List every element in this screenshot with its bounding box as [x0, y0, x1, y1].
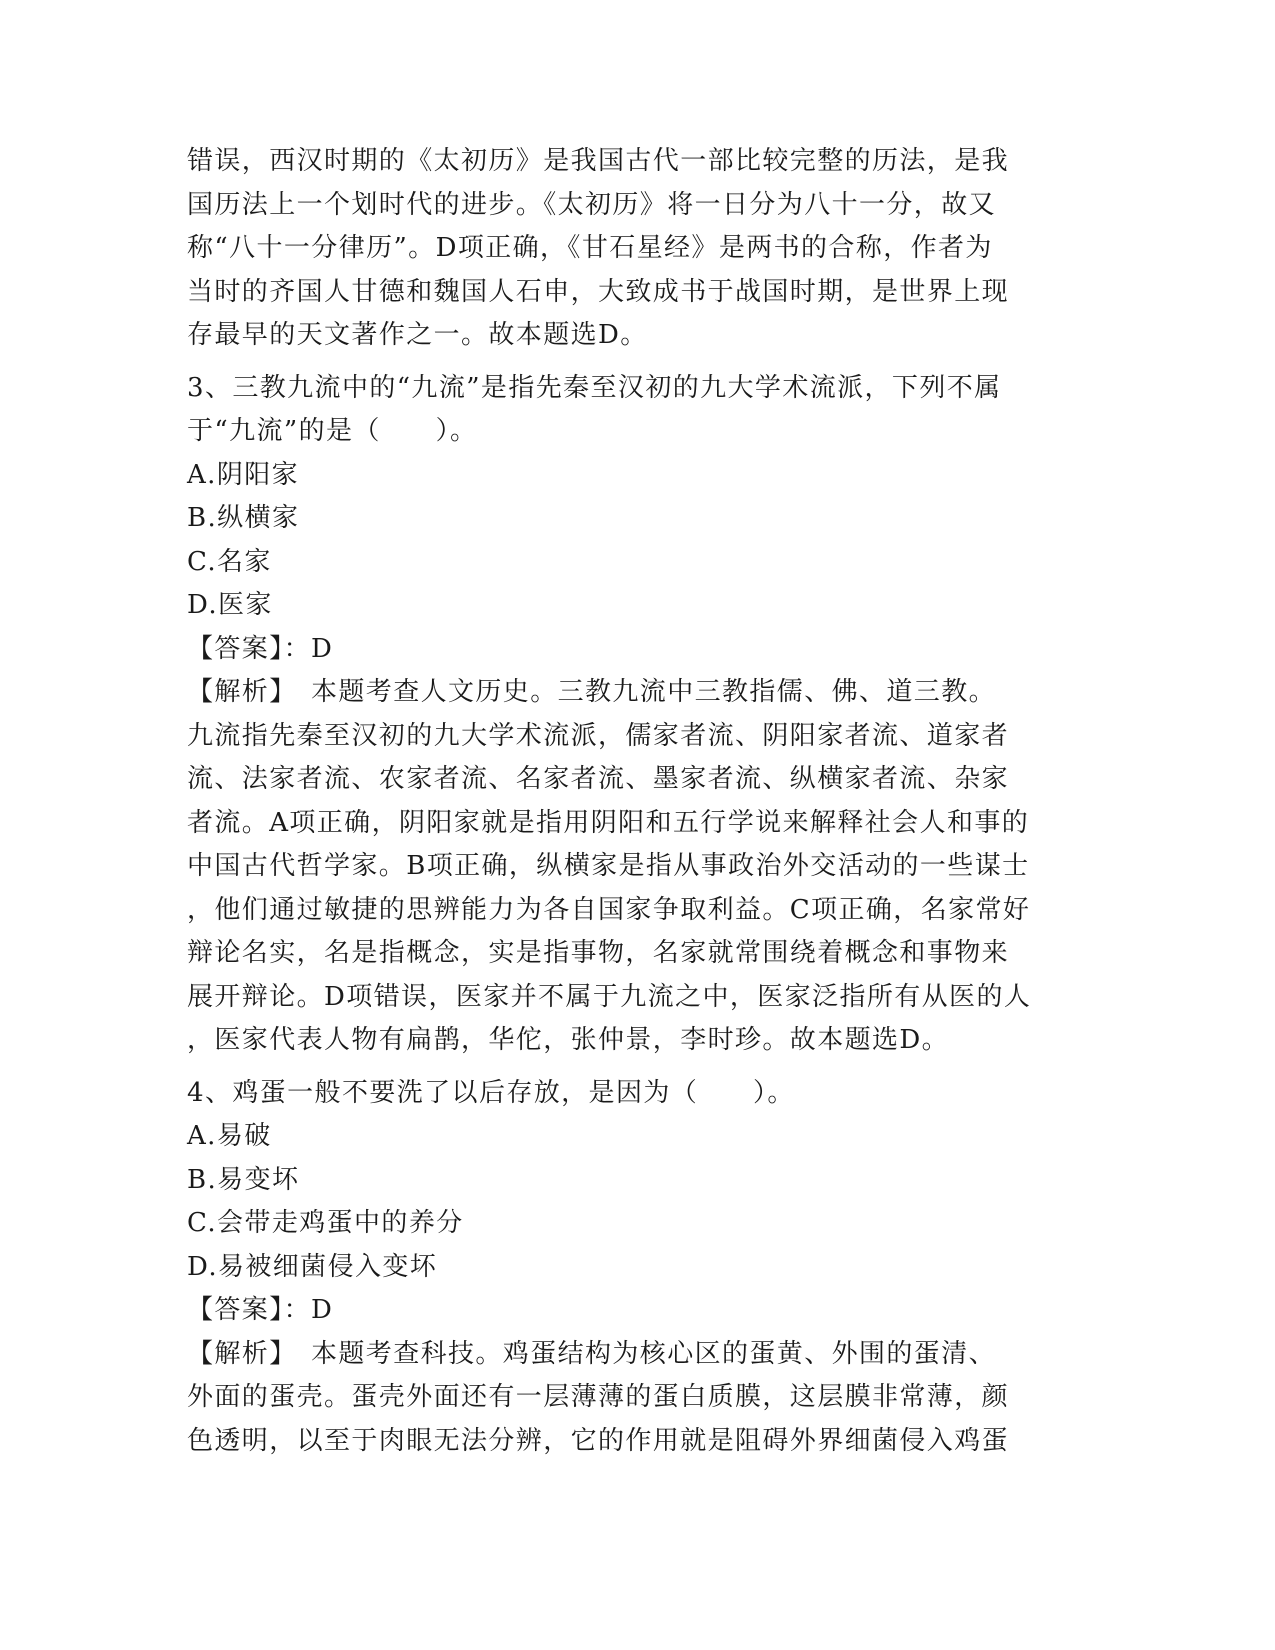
previous-analysis-continuation [187, 140, 1087, 358]
text-line: 存最早的天文著作之一。故本题选D。 [187, 320, 648, 350]
analysis-line: 流、法家者流、农家者流、名家者流、墨家者流、纵横家者流、杂家 [187, 764, 1010, 794]
text-line: 国历法上一个划时代的进步。《太初历》将一日分为八十一分，故又 [187, 189, 997, 220]
analysis-line: 【解析】 本题考查科技。鸡蛋结构为核心区的蛋黄、外围的蛋清、 [187, 1338, 997, 1369]
analysis-line: 辩论名实，名是指概念，实是指事物，名家就常围绕着概念和事物来 [187, 938, 1010, 968]
question-stem: 3、三教九流中的“九流”是指先秦至汉初的九大学术流派，下列不属 [187, 372, 1002, 403]
text-line: 称“八十一分律历”。D项正确，《甘石星经》是两书的合称，作者为 [187, 233, 993, 263]
question-stem: 4、鸡蛋一般不要洗了以后存放，是因为（ ）。 [187, 1077, 795, 1108]
analysis-line: 展开辩论。D项错误，医家并不属于九流之中，医家泛指所有从医的人 [187, 981, 1032, 1012]
text-line: 当时的齐国人甘德和魏国人石申，大致成书于战国时期，是世界上现 [187, 276, 1010, 307]
option-c: C.会带走鸡蛋中的养分 [187, 1208, 464, 1238]
answer-line: 【答案】：D [187, 633, 334, 664]
question-stem: 于“九流”的是（ ）。 [187, 416, 478, 446]
page-content [187, 140, 1087, 1463]
analysis-line: 【解析】 本题考查人文历史。三教九流中三教指儒、佛、道三教。 [187, 677, 997, 707]
option-c: C.名家 [187, 546, 272, 577]
option-d: D.医家 [187, 590, 273, 620]
analysis-line: 色透明，以至于肉眼无法分辨，它的作用就是阻碍外界细菌侵入鸡蛋 [187, 1425, 1010, 1456]
option-b: B.纵横家 [187, 503, 300, 533]
analysis-line: 外面的蛋壳。蛋壳外面还有一层薄薄的蛋白质膜，这层膜非常薄，颜 [187, 1382, 1010, 1412]
question-3 [187, 367, 1087, 1063]
answer-line: 【答案】：D [187, 1295, 334, 1325]
analysis-line: ，他们通过敏捷的思辨能力为各自国家争取利益。C项正确，名家常好 [187, 894, 1031, 925]
option-d: D.易被细菌侵入变坏 [187, 1251, 438, 1282]
question-4 [187, 1072, 1087, 1464]
analysis-line: 中国古代哲学家。B项正确，纵横家是指从事政治外交活动的一些谋士 [187, 851, 1030, 881]
text-line: 错误，西汉时期的《太初历》是我国古代一部比较完整的历法，是我 [187, 146, 1010, 176]
analysis-line: 者流。A项正确，阴阳家就是指用阴阳和五行学说来解释社会人和事的 [187, 807, 1030, 838]
analysis-line: 九流指先秦至汉初的九大学术流派，儒家者流、阴阳家者流、道家者 [187, 720, 1010, 751]
option-b: B.易变坏 [187, 1164, 300, 1195]
option-a: A.阴阳家 [187, 459, 300, 490]
option-a: A.易破 [187, 1121, 272, 1151]
analysis-line: ，医家代表人物有扁鹊，华佗，张仲景，李时珍。故本题选D。 [187, 1025, 950, 1055]
